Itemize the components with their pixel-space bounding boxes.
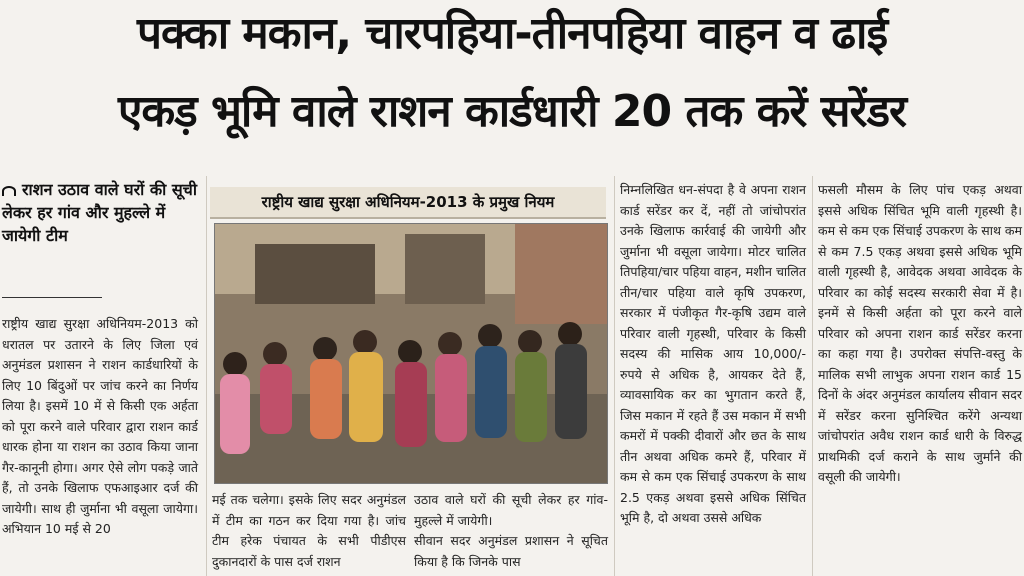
column-divider <box>812 176 813 576</box>
column-5-text: फसली मौसम के लिए पांच एकड़ अथवा इससे अधिक सिंचित भूमि वाली गृहस्थी है। कम से कम एक सिंचाई उपकरण के साथ कम से कम 7.5 एकड़ अथवा इससे अधिक भूमि वाली गृहस्थी है, आवेदक अथवा आवेदक के परिवार का कोई सदस्य सरकारी सेवा में है। इनमें से किसी अर्हता को पूरा करने वाले परिवार को अपना राशन कार्ड सरेंडर करना का कहा गया है। उपरोक्त संपत्ति-वस्तु के मालिक सभी लाभुक अपना राशन कार्ड 15 दिनों के अंदर अनुमंडल कार्यालय सीवान सदर में सरेंडर करना सुनिश्चित करेंगे अन्यथा जांचोपरांत अवैध राशन कार्ड धारी के विरुद्ध प्राथमिकी दर्ज कराने के साथ जुर्माने की वसूली की जायेगी। <box>818 182 1022 484</box>
article-column-5 <box>818 180 1022 488</box>
column-4-text: निम्नलिखित धन-संपदा है वे अपना राशन कार्ड सरेंडर कर दें, नहीं तो जांचोपरांत उनके खिलाफ कार्रवाई की जायेगी और जुर्माना भी वसूला जायेगा। मोटर चालित तिपहिया/चार पहिया वाहन, मशीन चालित तीन/चार पहिया वाले कृषि उपकरण, सरकार में पंजीकृत गैर-कृषि उद्यम वाले परिवार वाली गृहस्थी, परिवार के किसी सदस्य की मासिक आय 10,000/- रुपये से अधिक है, आयकर देते हैं, व्यावसायिक कर का भुगतान करते हैं, जिस मकान में रहते हैं उस मकान में सभी कमरों में पक्की दीवारों और छत के साथ तीन अथवा अधिक कमरे हैं, परिवार में कम से कम एक सिंचाई उपकरण के साथ 2.5 एकड़ अथवा इससे अधिक सिंचित भूमि है, दो अथवा उससे अधिक <box>620 182 806 525</box>
article-column-3 <box>414 490 608 572</box>
crowd-photo-illustration <box>215 224 607 483</box>
photo-box <box>210 187 606 482</box>
headline-line-1: पक्का मकान, चारपहिया-तीनपहिया वाहन व ढाई <box>136 8 888 59</box>
column-2-text: मई तक चलेगा। इसके लिए सदर अनुमंडल में टीम का गठन कर दिया गया है। जांच टीम हरेक पंचायत के सभी पीडीएस दुकानदारों के पास दर्ज राशन <box>212 492 406 569</box>
headline <box>0 4 1024 142</box>
column-1-text: राष्ट्रीय खाद्य सुरक्षा अधिनियम-2013 को धरातल पर उतारने के लिए जिला एवं अनुमंडल प्रशासन ने राशन कार्डधारियों के लिए 10 बिंदुओं पर जांच करने का निर्णय लिया है। इसमें 10 में से किसी एक अर्हता को पूरा करने वाले परिवार द्वारा राशन कार्ड धारक होना या राशन का उठाव किया जाना गैर-कानूनी होगा। अगर ऐसे लोग पकड़े जाते हैं, तो उनके खिलाफ एफआइआर दर्ज की जायेगी। साथ ही जुर्माना भी वसूला जायेगा। अभियान 10 मई से 20 <box>2 316 198 536</box>
separator-rule <box>2 297 102 298</box>
article-column-4 <box>620 180 806 529</box>
column-divider <box>206 176 207 576</box>
article-column-2 <box>212 490 406 572</box>
kicker <box>2 178 200 247</box>
bullet-icon <box>2 186 16 196</box>
kicker-text: राशन उठाव वाले घरों की सूची लेकर हर गांव और मुहल्ले में जायेगी टीम <box>2 180 197 245</box>
article-column-1 <box>2 314 198 540</box>
news-photo <box>214 223 608 484</box>
column-divider <box>614 176 615 576</box>
column-3a-text: उठाव वाले घरों की सूची लेकर हर गांव-मुहल्ले में जायेगी। <box>414 492 608 528</box>
column-3b-text: सीवान सदर अनुमंडल प्रशासन ने सूचित किया है कि जिनके पास <box>414 533 608 569</box>
headline-line-2: एकड़ भूमि वाले राशन कार्डधारी 20 तक करें सरेंडर <box>117 86 907 137</box>
photo-caption: राष्ट्रीय खाद्य सुरक्षा अधिनियम-2013 के प्रमुख नियम <box>210 187 606 219</box>
